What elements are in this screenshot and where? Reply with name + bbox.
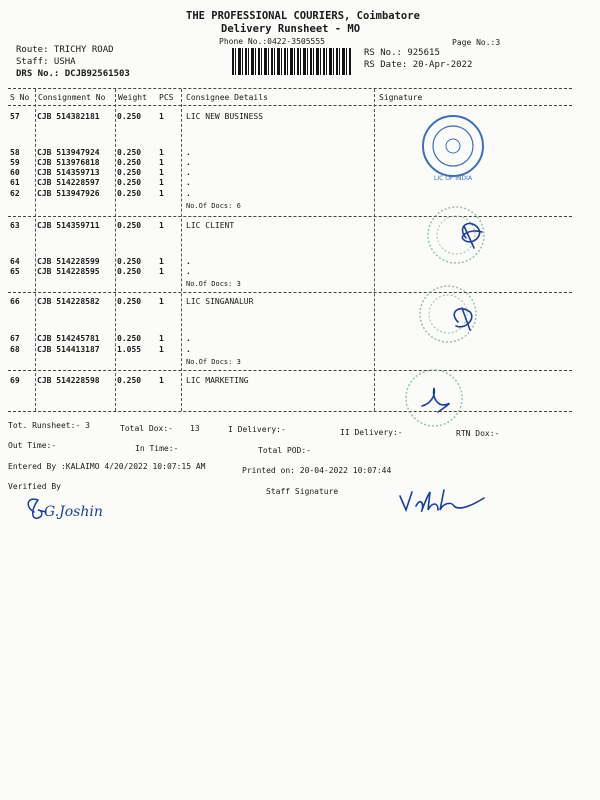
cell-mark: . <box>186 158 191 167</box>
printed-on: Printed on: 20-04-2022 10:07:44 <box>242 466 392 475</box>
cell-weight: 0.250 <box>117 158 142 167</box>
staff-signature-label: Staff Signature <box>266 487 339 496</box>
out-time: Out Time:- <box>8 441 57 450</box>
col-consignee: Consignee Details <box>186 93 268 102</box>
cell-pcs: 1 <box>159 148 164 157</box>
total-pod: Total POD:- <box>258 446 311 455</box>
docs-count: No.Of Docs: 3 <box>186 280 241 288</box>
cell-pcs: 1 <box>159 267 164 276</box>
col-separator <box>115 89 116 411</box>
cell-pcs: 1 <box>159 257 164 266</box>
cell-consignment: CJB 514359713 <box>37 168 100 177</box>
cell-sno: 67 <box>10 334 20 343</box>
cell-weight: 0.250 <box>117 221 142 230</box>
cell-consignment: CJB 514359711 <box>37 221 100 230</box>
cell-weight: 0.250 <box>117 257 142 266</box>
col-consignment: Consignment No <box>38 93 106 102</box>
page-number: Page No.:3 <box>452 38 501 47</box>
cell-pcs: 1 <box>159 178 164 187</box>
cell-weight: 0.250 <box>117 297 142 306</box>
cell-sno: 65 <box>10 267 20 276</box>
cell-sno: 59 <box>10 158 20 167</box>
cell-weight: 1.055 <box>117 345 142 354</box>
stamp-signature-area <box>378 108 578 428</box>
cell-sno: 63 <box>10 221 20 230</box>
cell-sno: 69 <box>10 376 20 385</box>
cell-weight: 0.250 <box>117 334 142 343</box>
col-separator <box>35 89 36 411</box>
cell-pcs: 1 <box>159 168 164 177</box>
cell-pcs: 1 <box>159 345 164 354</box>
delivery-signature-icon <box>422 223 482 412</box>
cell-sno: 58 <box>10 148 20 157</box>
divider <box>8 105 572 106</box>
cell-weight: 0.250 <box>117 376 142 385</box>
col-pcs: PCS <box>159 93 174 102</box>
cell-mark: . <box>186 178 191 187</box>
cell-consignee: LIC SINGANALUR <box>186 297 254 306</box>
cell-sno: 64 <box>10 257 20 266</box>
stamp-text: LIC OF INDIA <box>434 175 473 182</box>
col-weight: Weight <box>118 93 147 102</box>
cell-consignment: CJB 514413187 <box>37 345 100 354</box>
cell-sno: 66 <box>10 297 20 306</box>
barcode <box>232 48 352 75</box>
cell-sno: 62 <box>10 189 20 198</box>
rs-number: RS No.: 925615 <box>364 48 440 58</box>
cell-consignment: CJB 514228597 <box>37 178 100 187</box>
docs-count: No.Of Docs: 3 <box>186 358 241 366</box>
cell-mark: . <box>186 334 191 343</box>
route: Route: TRICHY ROAD <box>16 45 114 55</box>
cell-mark: . <box>186 148 191 157</box>
cell-mark: . <box>186 267 191 276</box>
cell-weight: 0.250 <box>117 168 142 177</box>
entered-by: Entered By :KALAIMO 4/20/2022 10:07:15 AM <box>8 462 206 471</box>
in-time: In Time:- <box>135 444 179 453</box>
cell-consignee: LIC NEW BUSINESS <box>186 112 264 121</box>
cell-sno: 61 <box>10 178 20 187</box>
cell-consignment: CJB 514245781 <box>37 334 100 343</box>
cell-weight: 0.250 <box>117 189 142 198</box>
cell-consignment: CJB 514228582 <box>37 297 100 306</box>
cell-consignment: CJB 514382181 <box>37 112 100 121</box>
cell-weight: 0.250 <box>117 148 142 157</box>
cell-sno: 57 <box>10 112 20 121</box>
total-dox-value: 13 <box>190 424 200 433</box>
col-sno: S No <box>10 93 30 102</box>
cell-weight: 0.250 <box>117 267 142 276</box>
cell-weight: 0.250 <box>117 112 142 121</box>
phone-number: Phone No.:0422-3505555 <box>219 37 325 46</box>
staff: Staff: USHA <box>16 57 76 67</box>
cell-pcs: 1 <box>159 376 164 385</box>
cell-consignment: CJB 514228595 <box>37 267 100 276</box>
drs-number: DRS No.: DCJB92561503 <box>16 69 130 79</box>
total-dox-label: Total Dox:- <box>120 424 173 433</box>
divider <box>8 88 572 89</box>
cell-mark: . <box>186 189 191 198</box>
cell-pcs: 1 <box>159 221 164 230</box>
stamp-icon <box>423 116 483 176</box>
col-separator <box>374 89 375 411</box>
cell-consignee: LIC CLIENT <box>186 221 235 230</box>
rtn-dox: RTN Dox:- <box>456 429 500 438</box>
cell-mark: . <box>186 168 191 177</box>
cell-consignment: CJB 514228598 <box>37 376 100 385</box>
col-signature: Signature <box>379 93 423 102</box>
verified-by: Verified By <box>8 482 61 491</box>
cell-sno: 68 <box>10 345 20 354</box>
sheet-title: Delivery Runsheet - MO <box>221 23 361 35</box>
cell-consignment: CJB 513947926 <box>37 189 100 198</box>
cell-sno: 60 <box>10 168 20 177</box>
company-title: THE PROFESSIONAL COURIERS, Coimbatore <box>186 10 420 22</box>
cell-pcs: 1 <box>159 158 164 167</box>
verified-signature <box>20 482 140 532</box>
i-delivery: I Delivery:- <box>228 425 286 434</box>
cell-consignee: LIC MARKETING <box>186 376 249 385</box>
staff-signature-icon <box>396 484 496 524</box>
rs-date: RS Date: 20-Apr-2022 <box>364 60 473 70</box>
cell-pcs: 1 <box>159 189 164 198</box>
docs-count: No.Of Docs: 6 <box>186 202 241 210</box>
cell-consignment: CJB 513976818 <box>37 158 100 167</box>
col-separator <box>181 89 182 411</box>
cell-consignment: CJB 514228599 <box>37 257 100 266</box>
cell-consignment: CJB 513947924 <box>37 148 100 157</box>
tot-runsheet: Tot. Runsheet:- 3 <box>8 421 90 430</box>
cell-pcs: 1 <box>159 334 164 343</box>
cell-pcs: 1 <box>159 297 164 306</box>
cell-weight: 0.250 <box>117 178 142 187</box>
cell-pcs: 1 <box>159 112 164 121</box>
verified-signature-text: G.Joshin <box>44 504 103 520</box>
ii-delivery: II Delivery:- <box>340 428 403 437</box>
cell-mark: . <box>186 345 191 354</box>
cell-mark: . <box>186 257 191 266</box>
